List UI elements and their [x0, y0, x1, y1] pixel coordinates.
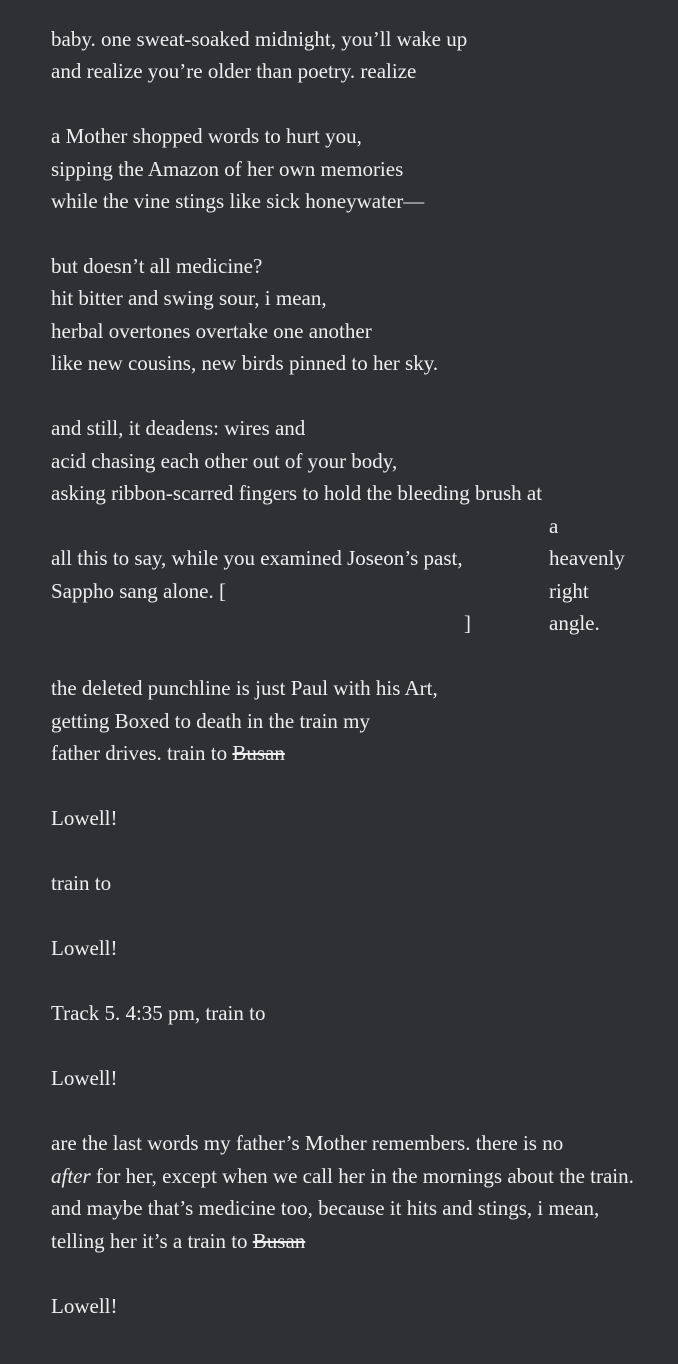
struck-word: Busan: [232, 741, 285, 765]
refrain-lowell: Lowell!: [51, 1066, 118, 1090]
line-text: father drives. train to: [51, 741, 233, 765]
line-text: telling her it’s a train to: [51, 1229, 253, 1253]
poem-line: [51, 1225, 305, 1257]
refrain-train-to: train to: [51, 871, 112, 895]
poem-line: getting Boxed to death in the train my: [51, 709, 371, 733]
poem-line: asking ribbon-scarred fingers to hold the bleeding brush at: [51, 481, 543, 505]
poem-line: Sappho sang alone. [: [51, 579, 226, 603]
poem-line: while the vine stings like sick honeywater—: [51, 189, 425, 213]
poem-line: and maybe that’s medicine too, because it hits and stings, i mean,: [51, 1196, 600, 1220]
poem-line: sipping the Amazon of her own memories: [51, 157, 404, 181]
closing-bracket: ]: [464, 611, 471, 635]
struck-word: Busan: [252, 1229, 306, 1253]
poem-line: are the last words my father’s Mother remembers. there is no: [51, 1131, 564, 1155]
poem-line: a Mother shopped words to hurt you,: [51, 124, 362, 148]
poem-line: baby. one sweat-soaked midnight, you’ll wake up: [51, 27, 468, 51]
italic-word: after: [51, 1164, 91, 1188]
poem-line: [51, 737, 285, 769]
poem-line: and still, it deadens: wires and: [51, 416, 306, 440]
refrain-track: Track 5. 4:35 pm, train to: [51, 1001, 266, 1025]
poem-line: acid chasing each other out of your body,: [51, 449, 398, 473]
side-column-word: a: [549, 514, 559, 538]
refrain-lowell: Lowell!: [51, 1294, 118, 1318]
poem-line: [51, 1160, 634, 1192]
poem-line: herbal overtones overtake one another: [51, 319, 372, 343]
refrain-lowell: Lowell!: [51, 806, 118, 830]
refrain-lowell: Lowell!: [51, 936, 118, 960]
side-column-word: angle.: [549, 611, 600, 635]
poem-line: hit bitter and swing sour, i mean,: [51, 286, 327, 310]
poem-line: and realize you’re older than poetry. realize: [51, 59, 417, 83]
poem-line: like new cousins, new birds pinned to her sky.: [51, 351, 439, 375]
poem-line: but doesn’t all medicine?: [51, 254, 263, 278]
side-column-word: right: [549, 579, 589, 603]
poem-line: the deleted punchline is just Paul with his Art,: [51, 676, 438, 700]
line-text: for her, except when we call her in the mornings about the train.: [90, 1164, 634, 1188]
poem-line: all this to say, while you examined Joseon’s past,: [51, 546, 463, 570]
side-column-word: heavenly: [549, 546, 625, 570]
